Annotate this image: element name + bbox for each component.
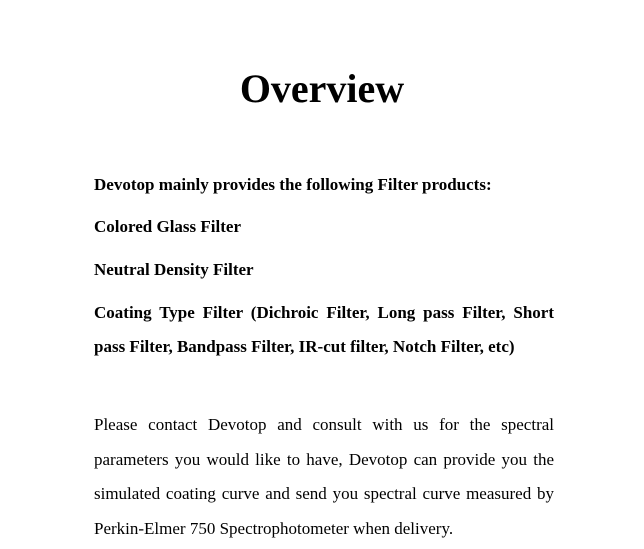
contact-paragraph: Please contact Devotop and consult with us for the spectral parameters you would like to have, Devotop can provide you the simulated coating curve and send you spectral curve measured by Perkin-Elmer 750 Spectrophotometer when delivery. [94, 415, 554, 538]
product-item-neutral-density: Neutral Density Filter [94, 260, 254, 279]
page-title: Overview [239, 66, 405, 111]
products-intro: Devotop mainly provides the following Filter products: [94, 175, 492, 194]
product-item-colored-glass: Colored Glass Filter [94, 217, 241, 236]
product-item-coating-type: Coating Type Filter (Dichroic Filter, Long pass Filter, Short pass Filter, Bandpass Filter, IR-cut filter, Notch Filter, etc) [94, 303, 554, 356]
products-section [94, 174, 554, 364]
